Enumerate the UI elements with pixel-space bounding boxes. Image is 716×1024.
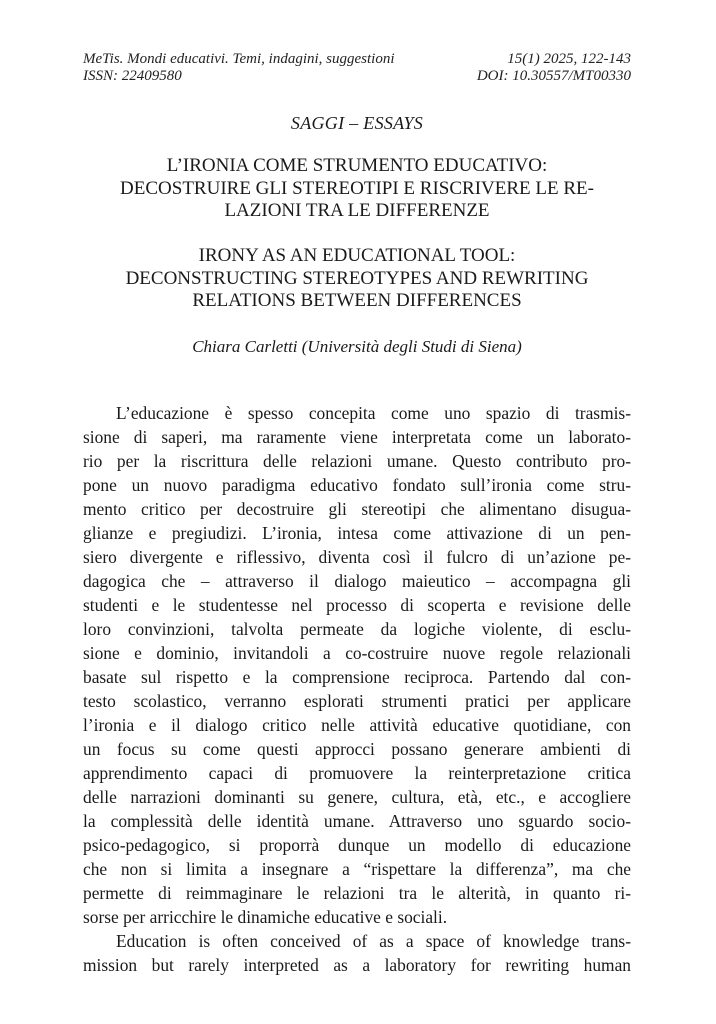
abstract-line: basate sul rispetto e la comprensione reciproca. Partendo dal con-: [83, 667, 631, 687]
title-line: L’IRONIA COME STRUMENTO EDUCATIVO:: [166, 155, 548, 176]
abstract-body: [83, 401, 631, 977]
abstract-line: glianze e pregiudizi. L’ironia, intesa come attivazione di un pen-: [83, 523, 631, 543]
issn: ISSN: 22409580: [83, 68, 182, 84]
abstract-english: [83, 929, 631, 977]
abstract-line: loro convinzioni, talvolta permeate da logiche violente, di esclu-: [83, 619, 631, 639]
abstract-line: dagogica che – attraverso il dialogo maieutico – accompagna gli: [83, 571, 631, 591]
title-line: DECOSTRUIRE GLI STEREOTIPI E RISCRIVERE LE RE-: [120, 177, 594, 199]
volume-pages: 15(1) 2025, 122-143: [507, 51, 631, 67]
journal-title: MeTis. Mondi educativi. Temi, indagini, suggestioni: [83, 51, 395, 67]
title-line: RELATIONS BETWEEN DIFFERENCES: [192, 290, 522, 311]
abstract-line: Education is often conceived of as a space of knowledge trans-: [116, 931, 631, 951]
doi: DOI: 10.30557/MT00330: [476, 68, 631, 84]
abstract-line: sorse per arricchire le dinamiche educative e sociali.: [83, 907, 448, 927]
abstract-line: siero divergente e riflessivo, diventa così il fulcro di un’azione pe-: [83, 547, 631, 567]
title-line: DECONSTRUCTING STEREOTYPES AND REWRITING: [125, 267, 589, 289]
abstract-line: la complessità delle identità umane. Attraverso uno sguardo socio-: [83, 811, 631, 831]
abstract-line: delle narrazioni dominanti su genere, cultura, età, etc., e accogliere: [83, 787, 631, 807]
abstract-line: psico-pedagogico, si proporrà dunque un modello di educazione: [83, 835, 631, 855]
abstract-line: l’ironia e il dialogo critico nelle attività educative quotidiane, con: [83, 715, 631, 735]
abstract-line: L’educazione è spesso concepita come uno spazio di trasmis-: [116, 403, 631, 423]
title-line: LAZIONI TRA LE DIFFERENZE: [224, 200, 490, 221]
abstract-line: mission but rarely interpreted as a laboratory for rewriting human: [83, 955, 631, 975]
section-label: SAGGI – ESSAYS: [290, 113, 424, 133]
abstract-line: sione e dominio, invitandoli a co-costruire nuove regole relazionali: [83, 643, 631, 663]
abstract-italian: [83, 401, 631, 929]
title-line: IRONY AS AN EDUCATIONAL TOOL:: [198, 245, 516, 266]
abstract-line: mento critico per decostruire gli stereotipi che alimentano disugua-: [83, 499, 631, 519]
abstract-line: pone un nuovo paradigma educativo fondato sull’ironia come stru-: [83, 475, 631, 495]
abstract-line: permette di reimmaginare le relazioni tra le alterità, in quanto ri-: [83, 883, 631, 903]
running-head-line-2: [83, 68, 631, 84]
title-english: [83, 245, 631, 313]
abstract-line: testo scolastico, verranno esplorati strumenti pratici per applicare: [83, 691, 631, 711]
running-head-line-1: [83, 51, 631, 67]
abstract-line: un focus su come questi approcci possano generare ambienti di: [83, 739, 631, 759]
abstract-line: studenti e le studentesse nel processo di scoperta e revisione delle: [83, 595, 631, 615]
title-italian: [83, 155, 631, 223]
abstract-line: apprendimento capaci di promuovere la reinterpretazione critica: [83, 763, 631, 783]
abstract-line: che non si limita a insegnare a “rispettare la differenza”, ma che: [83, 859, 631, 879]
abstract-line: rio per la riscrittura delle relazioni umane. Questo contributo pro-: [83, 451, 631, 471]
author-affiliation: Chiara Carletti (Università degli Studi di Siena): [192, 337, 522, 356]
abstract-line: sione di saperi, ma raramente viene interpretata come un laborato-: [83, 427, 631, 447]
